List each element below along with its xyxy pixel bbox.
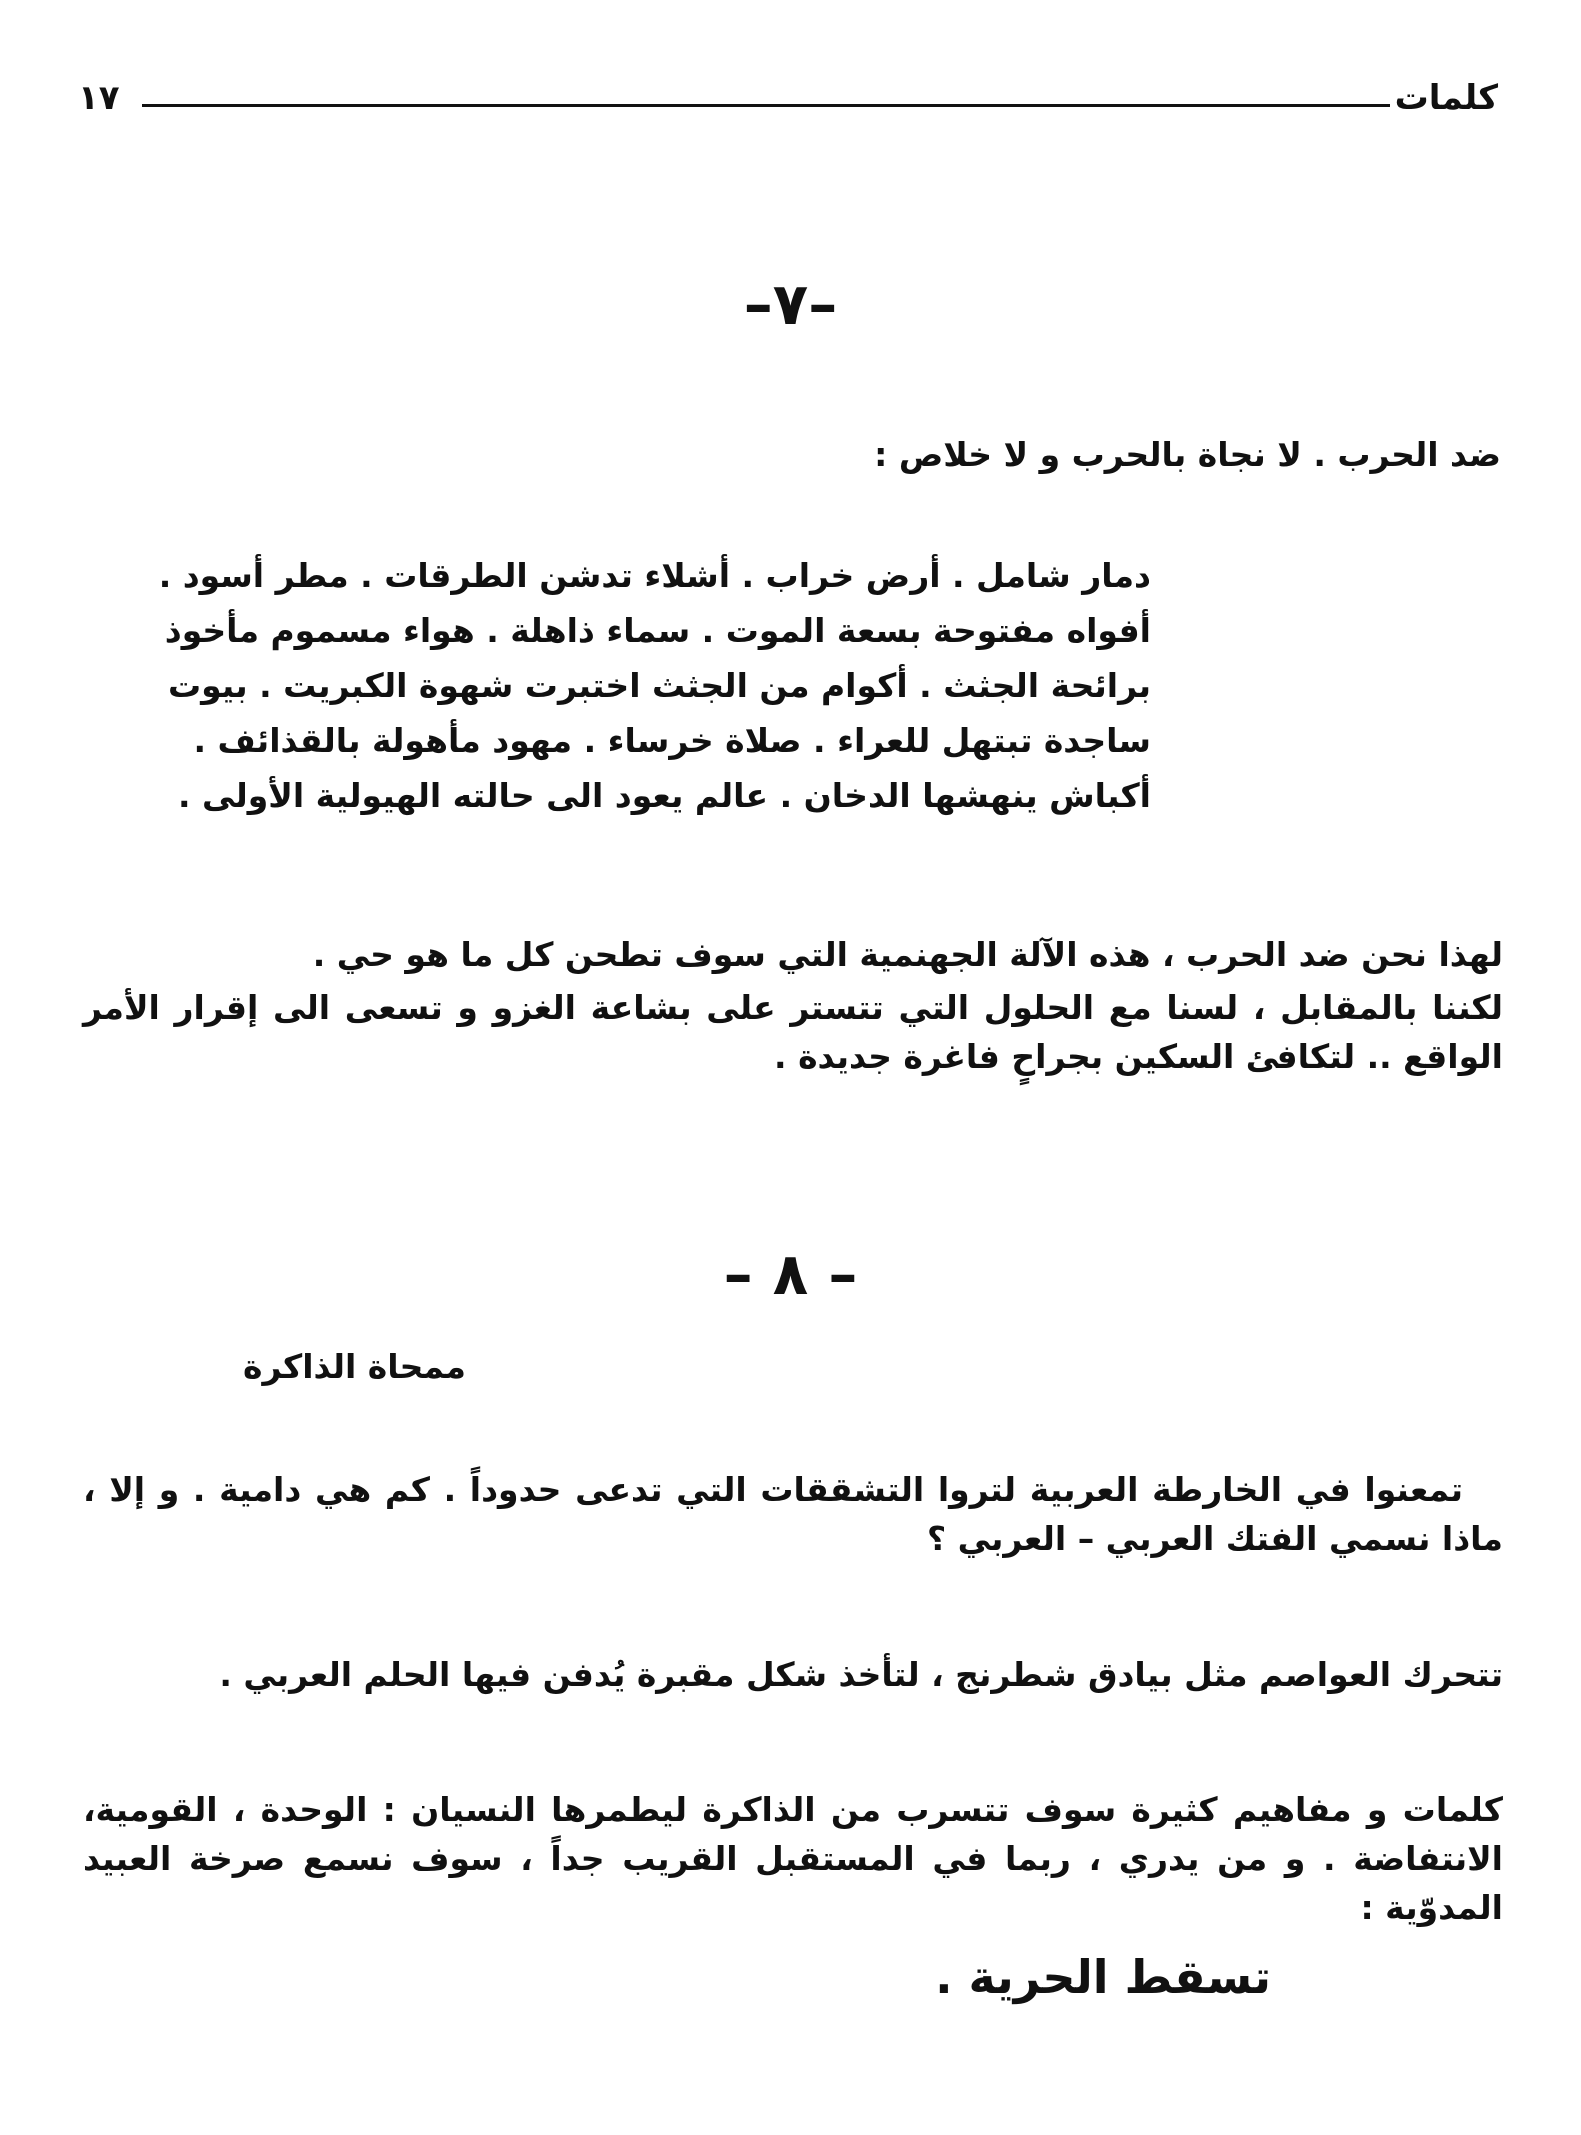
page-number: ١٧: [78, 78, 120, 118]
poem-line: أكباش ينهشها الدخان . عالم يعود الى حالته الهيولية الأولى .: [177, 776, 1151, 815]
section-8-paragraph-1: تمعنوا في الخارطة العربية لتروا التشققات التي تدعى حدوداً . كم هي دامية . و إلا ، ماذا نسمي الفتك العربي – العربي ؟: [83, 1470, 1503, 1558]
section-7-poem: [101, 548, 1151, 823]
section-7-paragraph-2: لكننا بالمقابل ، لسنا مع الحلول التي تتستر على بشاعة الغزو و تسعى الى إقرار الأمر الواقع .. لتكافئ السكين بجراحٍ فاغرة جديدة .: [83, 988, 1503, 1076]
poem-line: دمار شامل . أرض خراب . أشلاء تدشن الطرقات . مطر أسود .: [158, 556, 1151, 595]
closing-line: تسقط الحرية .: [935, 1950, 1271, 2004]
section-number-8: – ٨ –: [723, 1240, 858, 1308]
section-8-heading: ممحاة الذاكرة: [243, 1347, 466, 1386]
section-7-paragraph-1: لهذا نحن ضد الحرب ، هذه الآلة الجهنمية التي سوف تطحن كل ما هو حي .: [312, 935, 1503, 974]
section-8-paragraph-3: كلمات و مفاهيم كثيرة سوف تتسرب من الذاكرة ليطمرها النسيان : الوحدة ، القومية، الانتفاضة . و من يدري ، ربما في المستقبل القريب جداً ، سوف نسمع صرخة العبيد المدوّية :: [83, 1790, 1503, 1927]
section-7-heading: ضد الحرب . لا نجاة بالحرب و لا خلاص :: [874, 435, 1501, 474]
poem-line: برائحة الجثث . أكوام من الجثث اختبرت شهوة الكبريت . بيوت: [167, 666, 1151, 705]
running-title: كلمات: [1394, 78, 1498, 118]
header-rule: [142, 104, 1390, 107]
section-number-7: –٧–: [743, 270, 838, 338]
poem-line: أفواه مفتوحة بسعة الموت . سماء ذاهلة . هواء مسموم مأخوذ: [164, 611, 1151, 650]
page-header: [78, 78, 1498, 128]
poem-line: ساجدة تبتهل للعراء . صلاة خرساء . مهود مأهولة بالقذائف .: [193, 721, 1151, 760]
section-8-paragraph-2: تتحرك العواصم مثل بيادق شطرنج ، لتأخذ شكل مقبرة يُدفن فيها الحلم العربي .: [219, 1655, 1503, 1694]
